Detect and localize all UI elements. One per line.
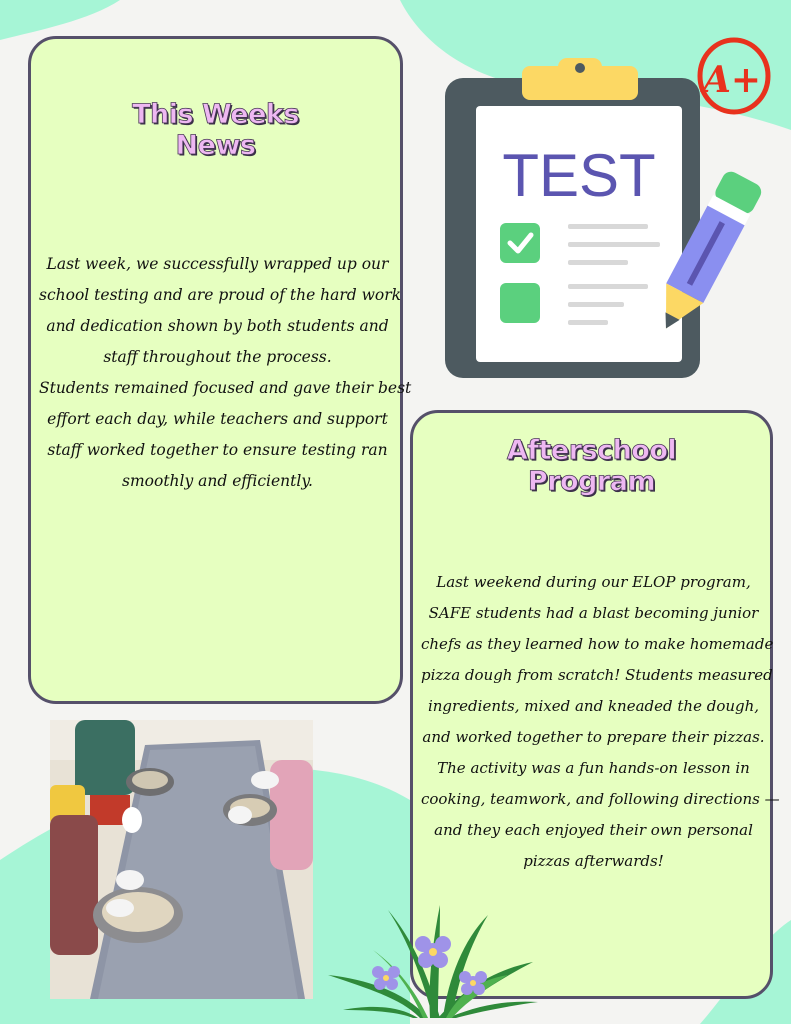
grade-stamp-icon [692,32,776,116]
background-top-left-blob [0,0,120,40]
clipboard-test-text: TEST [502,142,656,209]
news-title: This Weeks News [132,99,299,161]
afterschool-body: Last weekend during our ELOP program, SAFE students had a blast becoming junior chefs as they learned how to make homemade pizza dough from scratch! Students measured ingredients, mixed and kneaded the dough, and worked together to prepare their pizzas. The activity was a fun hands-on lesson in cooking, teamwork, and following directions — and they each enjoyed their own personal pizzas afterwards! [421,573,780,870]
students-mixing-pizza-dough-photo [50,720,313,999]
afterschool-title: Afterschool Program [506,435,677,497]
news-body: Last week, we successfully wrapped up our school testing and are proud of the hard work and dedication shown by both students and staff throughout the process. Students remained focused and gave their best effort each day, while teachers and support staff worked together to ensure testing ran smoothly and efficiently. [39,255,412,490]
flower-grass-icon [328,900,538,1018]
svg-text:A+: A+ [702,59,762,101]
news-panel [28,36,412,704]
pencil-icon [640,158,770,348]
